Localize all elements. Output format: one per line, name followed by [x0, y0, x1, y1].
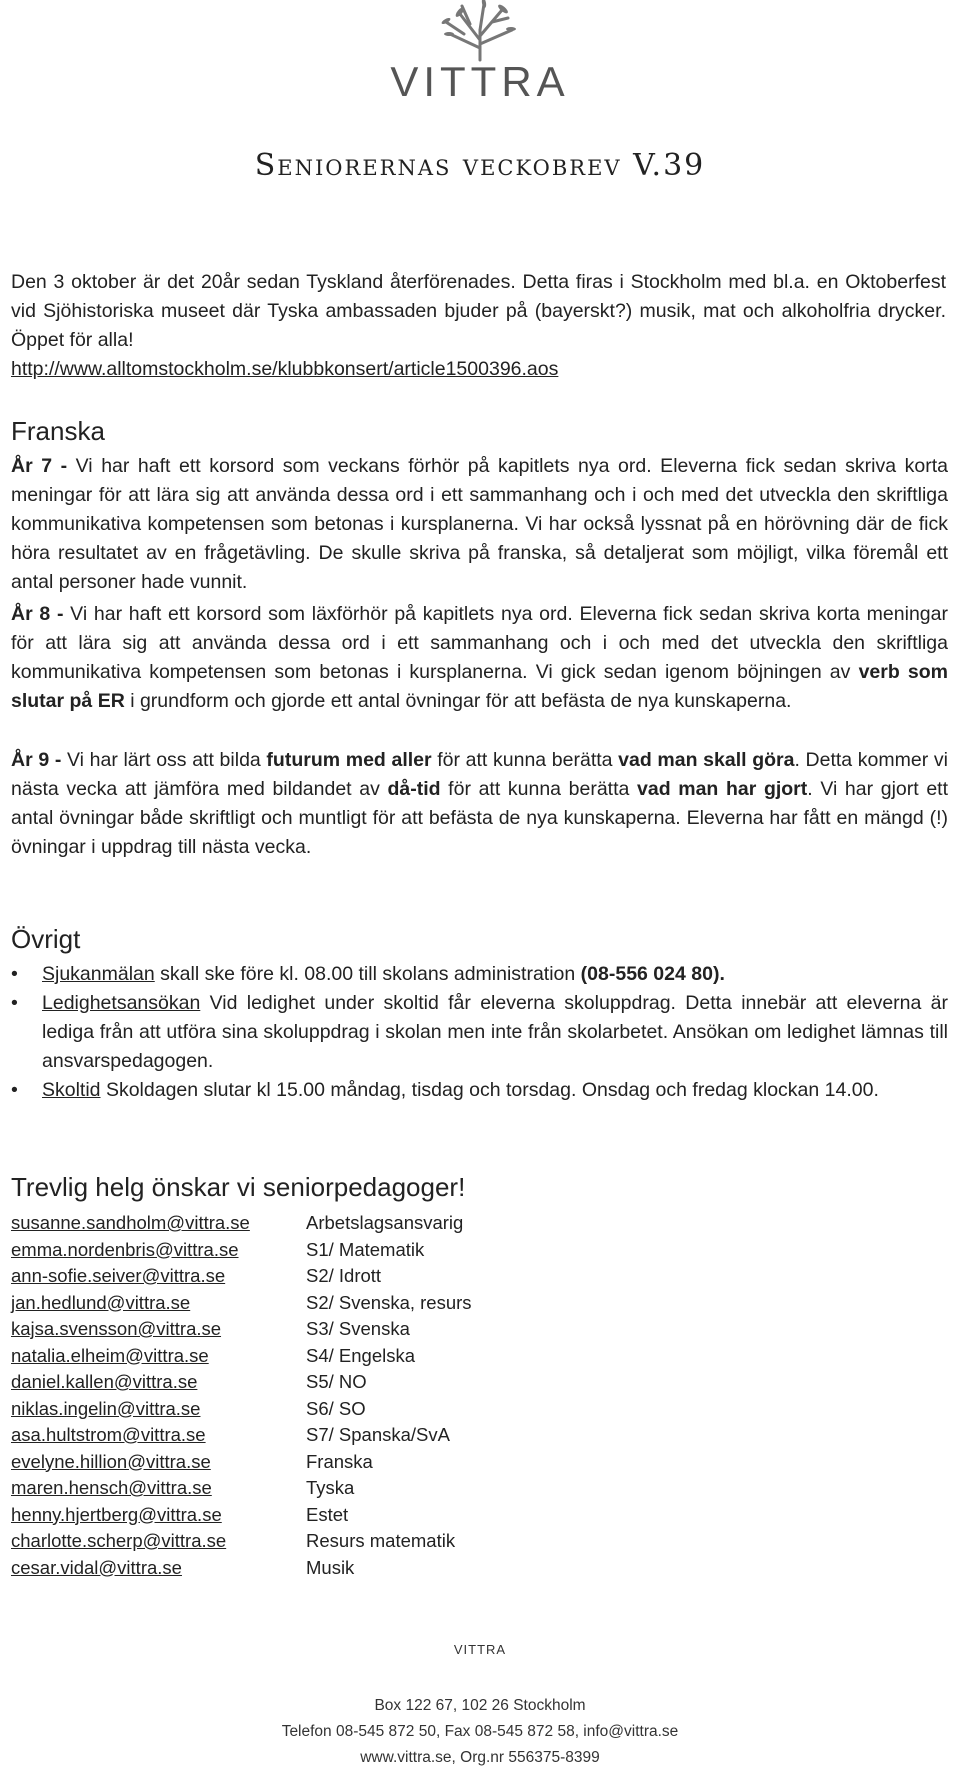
tree-icon	[380, 0, 580, 64]
staff-row	[11, 1422, 611, 1449]
ar8-text: Vi har haft ett korsord som läxförhör på kapitlets nya ord. Eleverna fick sedan skriva korta meningar för att lära sig att använda dessa ord i ett sammanhang och i och med det utveckla den skriftliga kommunikativa kompetensen som betonas i kursplanerna. Vi gick sedan igenom böjningen av	[11, 603, 948, 683]
ar9-label: År 9 -	[11, 749, 62, 771]
staff-email[interactable]: maren.hensch@vittra.se	[11, 1477, 212, 1498]
staff-row	[11, 1396, 611, 1423]
staff-row	[11, 1263, 611, 1290]
footer-contact: Telefon 08-545 872 50, Fax 08-545 872 58, info@vittra.se	[281, 1723, 679, 1740]
staff-email[interactable]: daniel.kallen@vittra.se	[11, 1371, 198, 1392]
list-item	[11, 989, 948, 1076]
staff-role: S2/ Idrott	[306, 1265, 382, 1286]
franska-ar7	[11, 452, 948, 597]
staff-role: Franska	[306, 1450, 373, 1472]
staff-email[interactable]: ann-sofie.seiver@vittra.se	[11, 1265, 226, 1286]
ovrigt-list	[11, 960, 948, 1105]
franska-ar8	[11, 600, 948, 716]
ar9-bold-2: vad man skall göra	[618, 749, 795, 771]
list-item-title: Ledighetsansökan	[42, 992, 201, 1014]
staff-row	[11, 1210, 611, 1237]
staff-row	[11, 1343, 611, 1370]
section-heading-ovrigt: Övrigt	[11, 924, 81, 954]
page-title: Seniorernas veckobrev V.39	[254, 148, 706, 183]
list-item-title: Sjukanmälan	[42, 963, 155, 985]
footer-address: Box 122 67, 102 26 Stockholm	[374, 1697, 586, 1714]
staff-email[interactable]: jan.hedlund@vittra.se	[11, 1291, 191, 1313]
ar9-text-2: för att kunna berätta	[431, 749, 619, 771]
staff-email[interactable]: charlotte.scherp@vittra.se	[11, 1530, 227, 1551]
ar8-label: År 8 -	[11, 603, 64, 625]
staff-row	[11, 1449, 611, 1476]
closing-greeting: Trevlig helg önskar vi seniorpedagoger!	[11, 1172, 466, 1202]
bullet-icon: •	[11, 963, 18, 985]
ar9-bold-4: vad man har gjort	[637, 778, 808, 800]
staff-row	[11, 1528, 611, 1555]
staff-list	[11, 1210, 611, 1581]
staff-role: S4/ Engelska	[306, 1344, 416, 1366]
ar9-bold-1: futurum med aller	[266, 749, 432, 771]
footer-web: www.vittra.se, Org.nr 556375-8399	[360, 1749, 600, 1766]
bullet-icon: •	[11, 992, 18, 1014]
staff-role: S5/ NO	[306, 1371, 367, 1392]
ar9-text-3: . Detta kommer vi nästa vecka att jämföra med bildandet av	[11, 749, 948, 800]
list-item-text: Skoldagen slutar kl 15.00 måndag, tisdag och torsdag. Onsdag och fredag klockan 14.00.	[100, 1079, 879, 1101]
staff-email[interactable]: evelyne.hillion@vittra.se	[11, 1450, 211, 1472]
ar9-bold-3: då-tid	[387, 778, 441, 800]
staff-role: S6/ SO	[306, 1397, 366, 1419]
vittra-logo	[0, 0, 960, 110]
staff-email[interactable]: cesar.vidal@vittra.se	[11, 1556, 182, 1578]
staff-row	[11, 1475, 611, 1502]
ar8-text-end: i grundform och gjorde ett antal övningar för att befästa de nya kunskaperna.	[124, 690, 792, 712]
staff-row	[11, 1369, 611, 1396]
ar9-text-5: . Vi har gjort ett antal övningar både skriftligt och muntligt för att befästa de nya kunskaperna. Eleverna har fått en mängd (!) övningar i uppdrag till nästa vecka.	[11, 778, 949, 858]
ar9-text-1: Vi har lärt oss att bilda	[61, 749, 267, 771]
section-heading-franska: Franska	[11, 416, 105, 446]
intro-paragraph	[11, 268, 946, 384]
ar9-text-4: för att kunna berätta	[440, 778, 637, 800]
list-item-text: skall ske före kl. 08.00 till skolans administration	[154, 963, 581, 985]
staff-role: S3/ Svenska	[306, 1318, 410, 1339]
staff-role: S1/ Matematik	[306, 1238, 425, 1260]
logo-wordmark: VITTRA	[390, 58, 570, 105]
staff-email[interactable]: susanne.sandholm@vittra.se	[11, 1212, 250, 1233]
bullet-icon: •	[11, 1079, 18, 1101]
staff-email[interactable]: natalia.elheim@vittra.se	[11, 1344, 209, 1366]
staff-row	[11, 1555, 611, 1582]
franska-ar9	[11, 746, 948, 862]
intro-text: Den 3 oktober är det 20år sedan Tyskland återförenades. Detta firas i Stockholm med bl.a. en Oktoberfest vid Sjöhistoriska museet där Tyska ambassaden bjuder på (bayerskt?) musik, mat och alkoholfria drycker. Öppet för alla!	[11, 271, 946, 351]
footer-brand: VITTRA	[453, 1642, 507, 1657]
staff-role: S7/ Spanska/SvA	[306, 1424, 450, 1445]
staff-role: Musik	[306, 1556, 355, 1578]
ar7-text: Vi har haft ett korsord som veckans förhör på kapitlets nya ord. Eleverna fick sedan skriva korta meningar för att lära sig att använda dessa ord i ett sammanhang och i och med det utveckla den skriftliga kommunikativa kompetensen som betonas i kursplanerna. Vi har också lyssnat på en hörövning där de fick höra resultatet av en frågetävling. De skulle skriva på franska, så detaljerat som möjligt, vilka föremål ett antal personer hade vunnit.	[11, 455, 948, 593]
ar7-label: År 7 -	[11, 455, 68, 477]
staff-row	[11, 1502, 611, 1529]
staff-role: Estet	[306, 1503, 349, 1525]
staff-email[interactable]: kajsa.svensson@vittra.se	[11, 1318, 222, 1339]
ar8-bold: verb som slutar på ER	[11, 661, 948, 712]
staff-role: Resurs matematik	[306, 1530, 456, 1551]
staff-row	[11, 1290, 611, 1317]
staff-role: Tyska	[306, 1477, 355, 1498]
staff-role: S2/ Svenska, resurs	[306, 1291, 472, 1313]
oktoberfest-link[interactable]: http://www.alltomstockholm.se/klubbkonsert/article1500396.aos	[11, 358, 559, 380]
list-item	[11, 1076, 948, 1105]
list-item-title: Skoltid	[42, 1079, 101, 1101]
staff-email[interactable]: emma.nordenbris@vittra.se	[11, 1238, 239, 1260]
staff-email[interactable]: henny.hjertberg@vittra.se	[11, 1503, 222, 1525]
list-item-text: Vid ledighet under skoltid får eleverna skoluppdrag. Detta innebär att eleverna är lediga från att utföra sina skoluppdrag i skolan men inte från skolarbetet. Ansökan om ledighet lämnas till ansvarspedagogen.	[42, 992, 948, 1072]
staff-role: Arbetslagsansvarig	[306, 1212, 464, 1233]
staff-row	[11, 1316, 611, 1343]
staff-email[interactable]: asa.hultstrom@vittra.se	[11, 1424, 206, 1445]
list-item	[11, 960, 948, 989]
staff-row	[11, 1237, 611, 1264]
list-item-phone: (08-556 024 80).	[580, 963, 725, 985]
staff-email[interactable]: niklas.ingelin@vittra.se	[11, 1397, 201, 1419]
